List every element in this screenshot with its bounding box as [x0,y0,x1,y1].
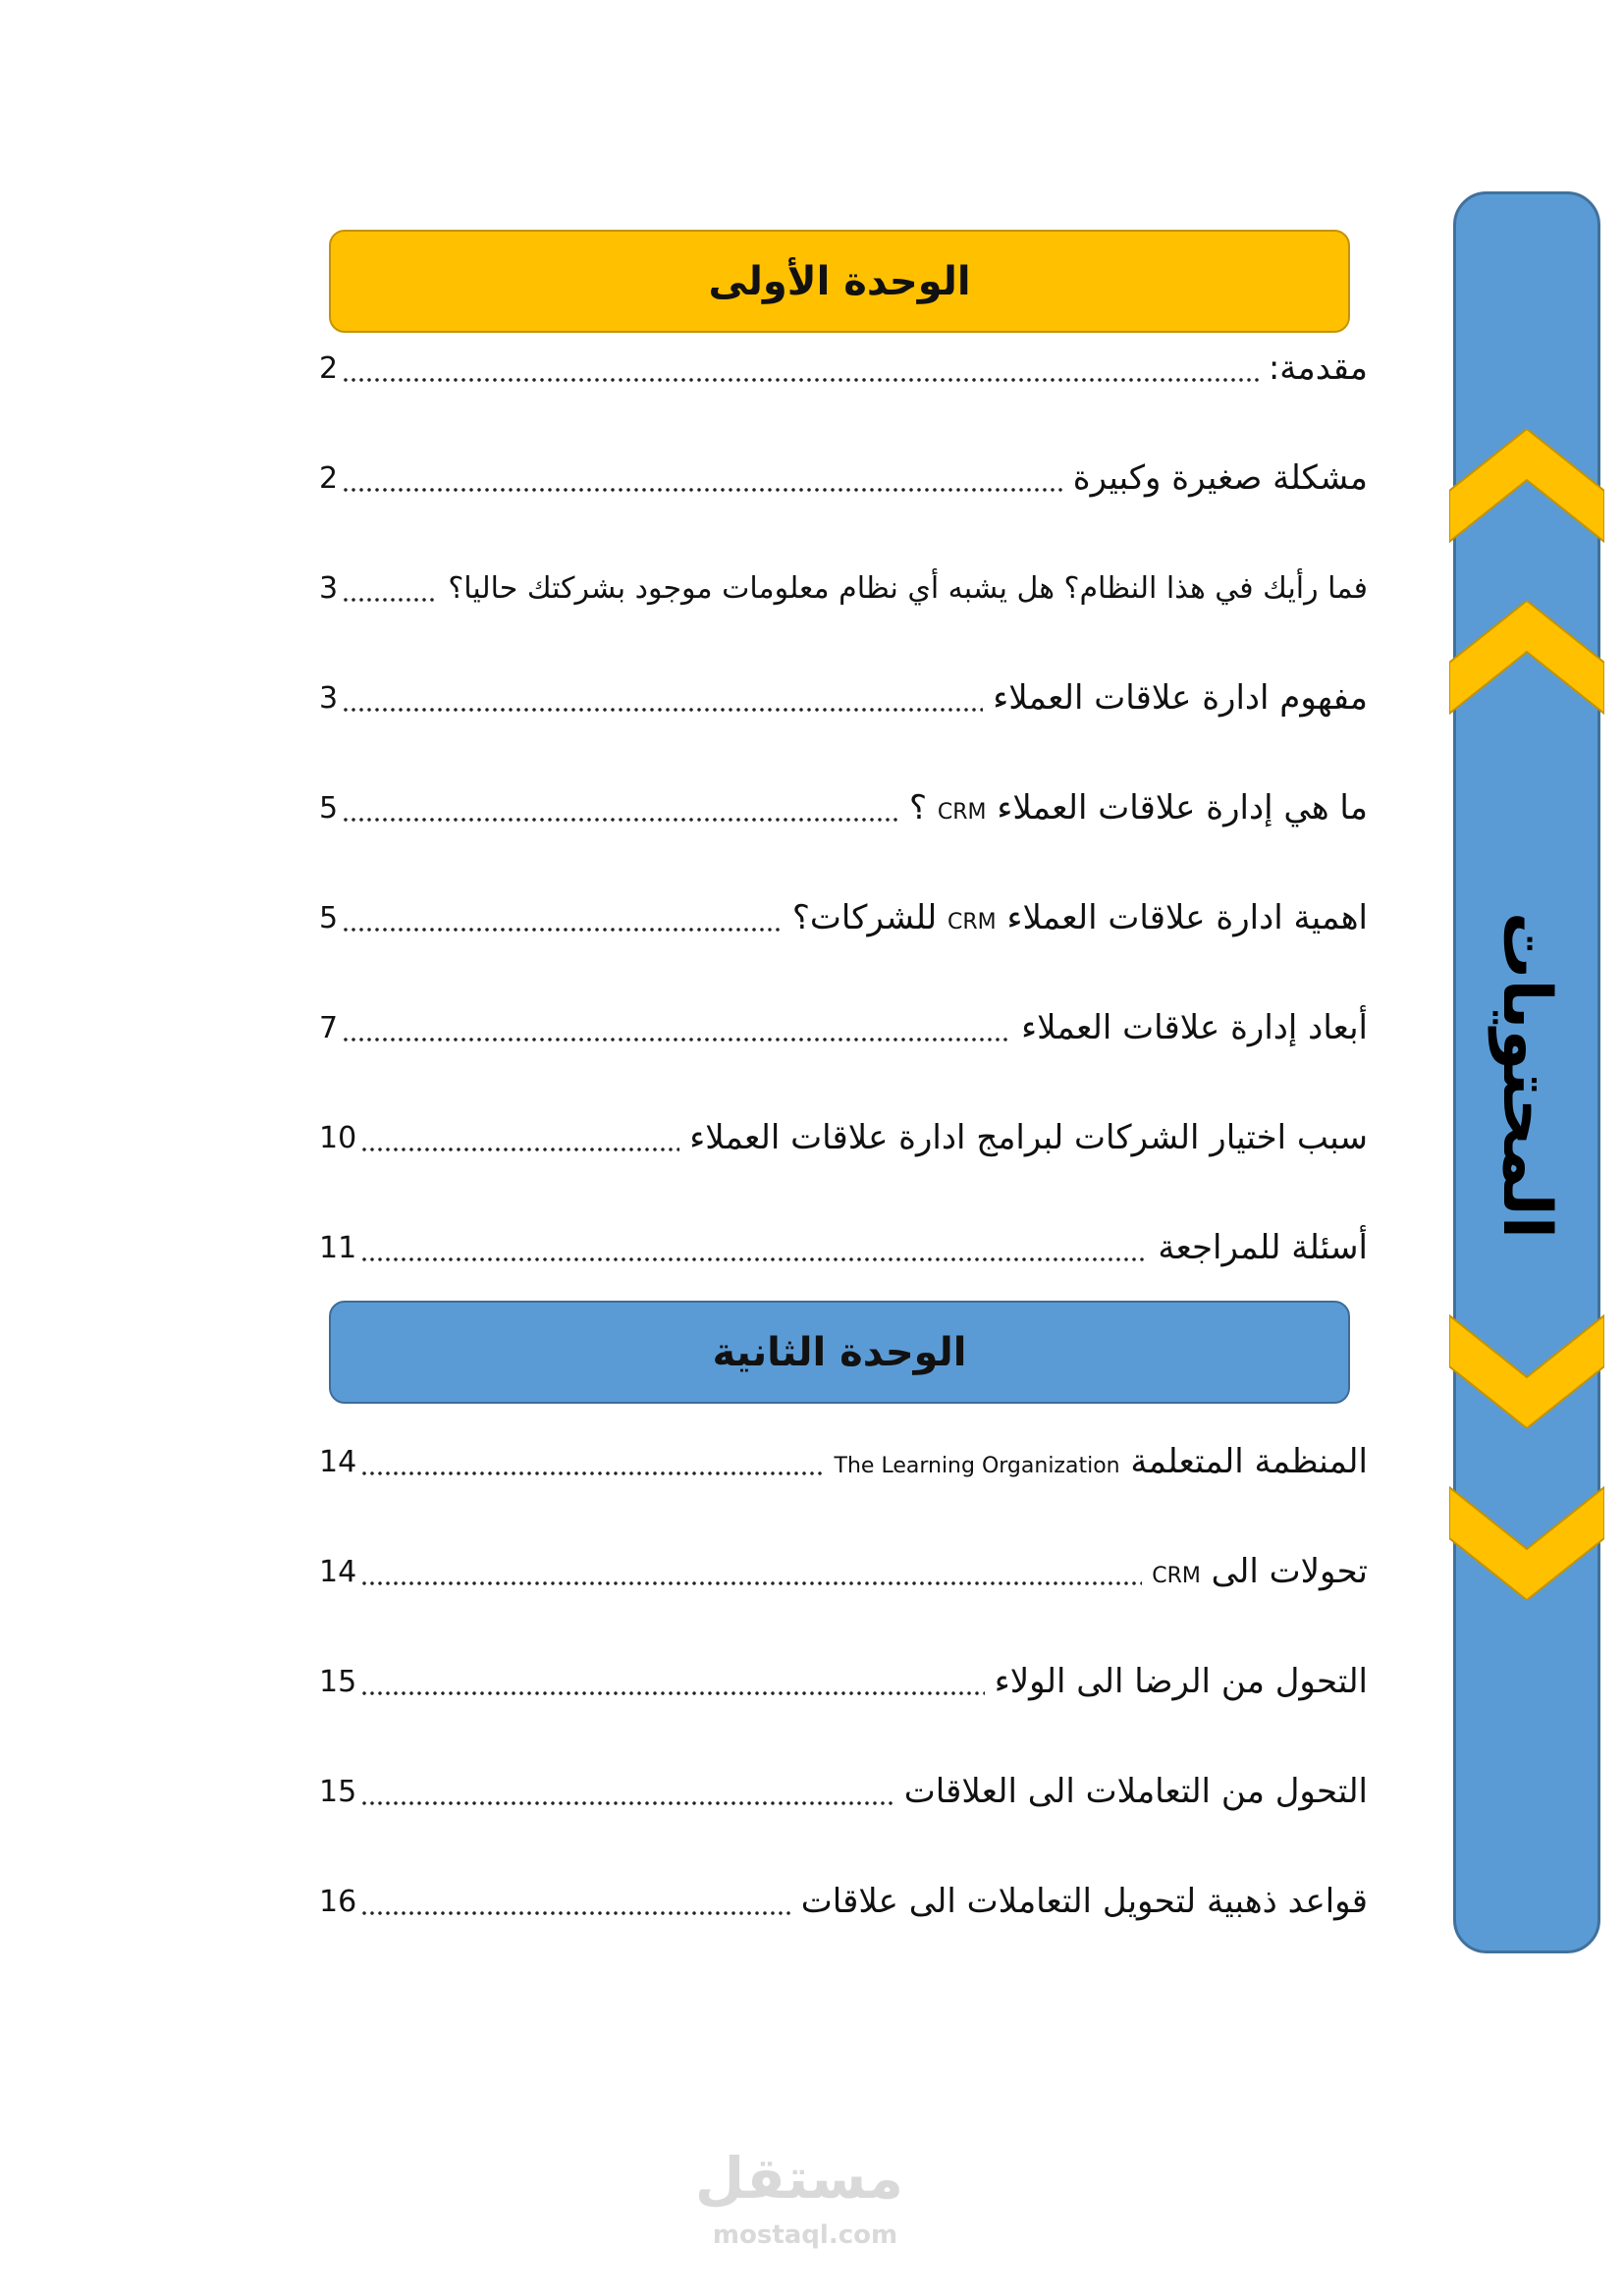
dot-leader [360,1542,1142,1601]
toc-entry[interactable]: قواعد ذهبية لتحويل التعاملات الى علاقات 16 [319,1872,1368,1931]
toc-entry[interactable]: ما هي إدارة علاقات العملاء CRM ؟ 5 [319,778,1368,837]
unit-1-header: الوحدة الأولى [329,230,1350,333]
toc-entry[interactable]: مقدمة: 2 [319,339,1368,398]
dot-leader [342,449,1063,507]
toc-entry[interactable]: التحول من التعاملات الى العلاقات 15 [319,1762,1368,1821]
toc-entry[interactable]: مشكلة صغيرة وكبيرة 2 [319,449,1368,507]
dot-leader [360,1652,985,1711]
toc-entry[interactable]: المنظمة المتعلمة The Learning Organization 14 [319,1432,1368,1491]
watermark-url: mostaql.com [712,2220,898,2250]
toc-entry[interactable]: أسئلة للمراجعة 11 [319,1218,1368,1277]
chevron-icon [1449,1477,1604,1600]
dot-leader [342,668,983,727]
dot-leader [360,1762,894,1821]
toc-entry[interactable]: تحولات الى CRM 14 [319,1542,1368,1601]
side-tab-title: المحتويات [1488,911,1566,1239]
dot-leader [360,1218,1148,1277]
toc-entry[interactable]: التحول من الرضا الى الولاء 15 [319,1652,1368,1711]
dot-leader [360,1872,791,1931]
toc-entry[interactable]: اهمية ادارة علاقات العملاء CRM للشركات؟ 5 [319,888,1368,947]
chevron-icon [1449,1306,1604,1428]
chevron-icon [1449,601,1604,723]
dot-leader [342,778,899,837]
watermark-logo: مستقل [694,2145,903,2212]
dot-leader [360,1108,679,1167]
dot-leader [342,888,783,947]
unit-2-header: الوحدة الثانية [329,1301,1350,1404]
toc-entry[interactable]: مفهوم ادارة علاقات العملاء 3 [319,668,1368,727]
toc-entry[interactable]: سبب اختيار الشركات لبرامج ادارة علاقات العملاء 10 [319,1108,1368,1167]
toc-entry[interactable]: فما رأيك في هذا النظام؟ هل يشبه أي نظام معلومات موجود بشركتك حاليا؟ 3 [319,559,1368,617]
toc-entry[interactable]: أبعاد إدارة علاقات العملاء 7 [319,998,1368,1057]
dot-leader [342,998,1011,1057]
dot-leader [342,339,1259,398]
chevron-icon [1449,429,1604,552]
dot-leader [342,559,438,617]
dot-leader [360,1432,824,1491]
